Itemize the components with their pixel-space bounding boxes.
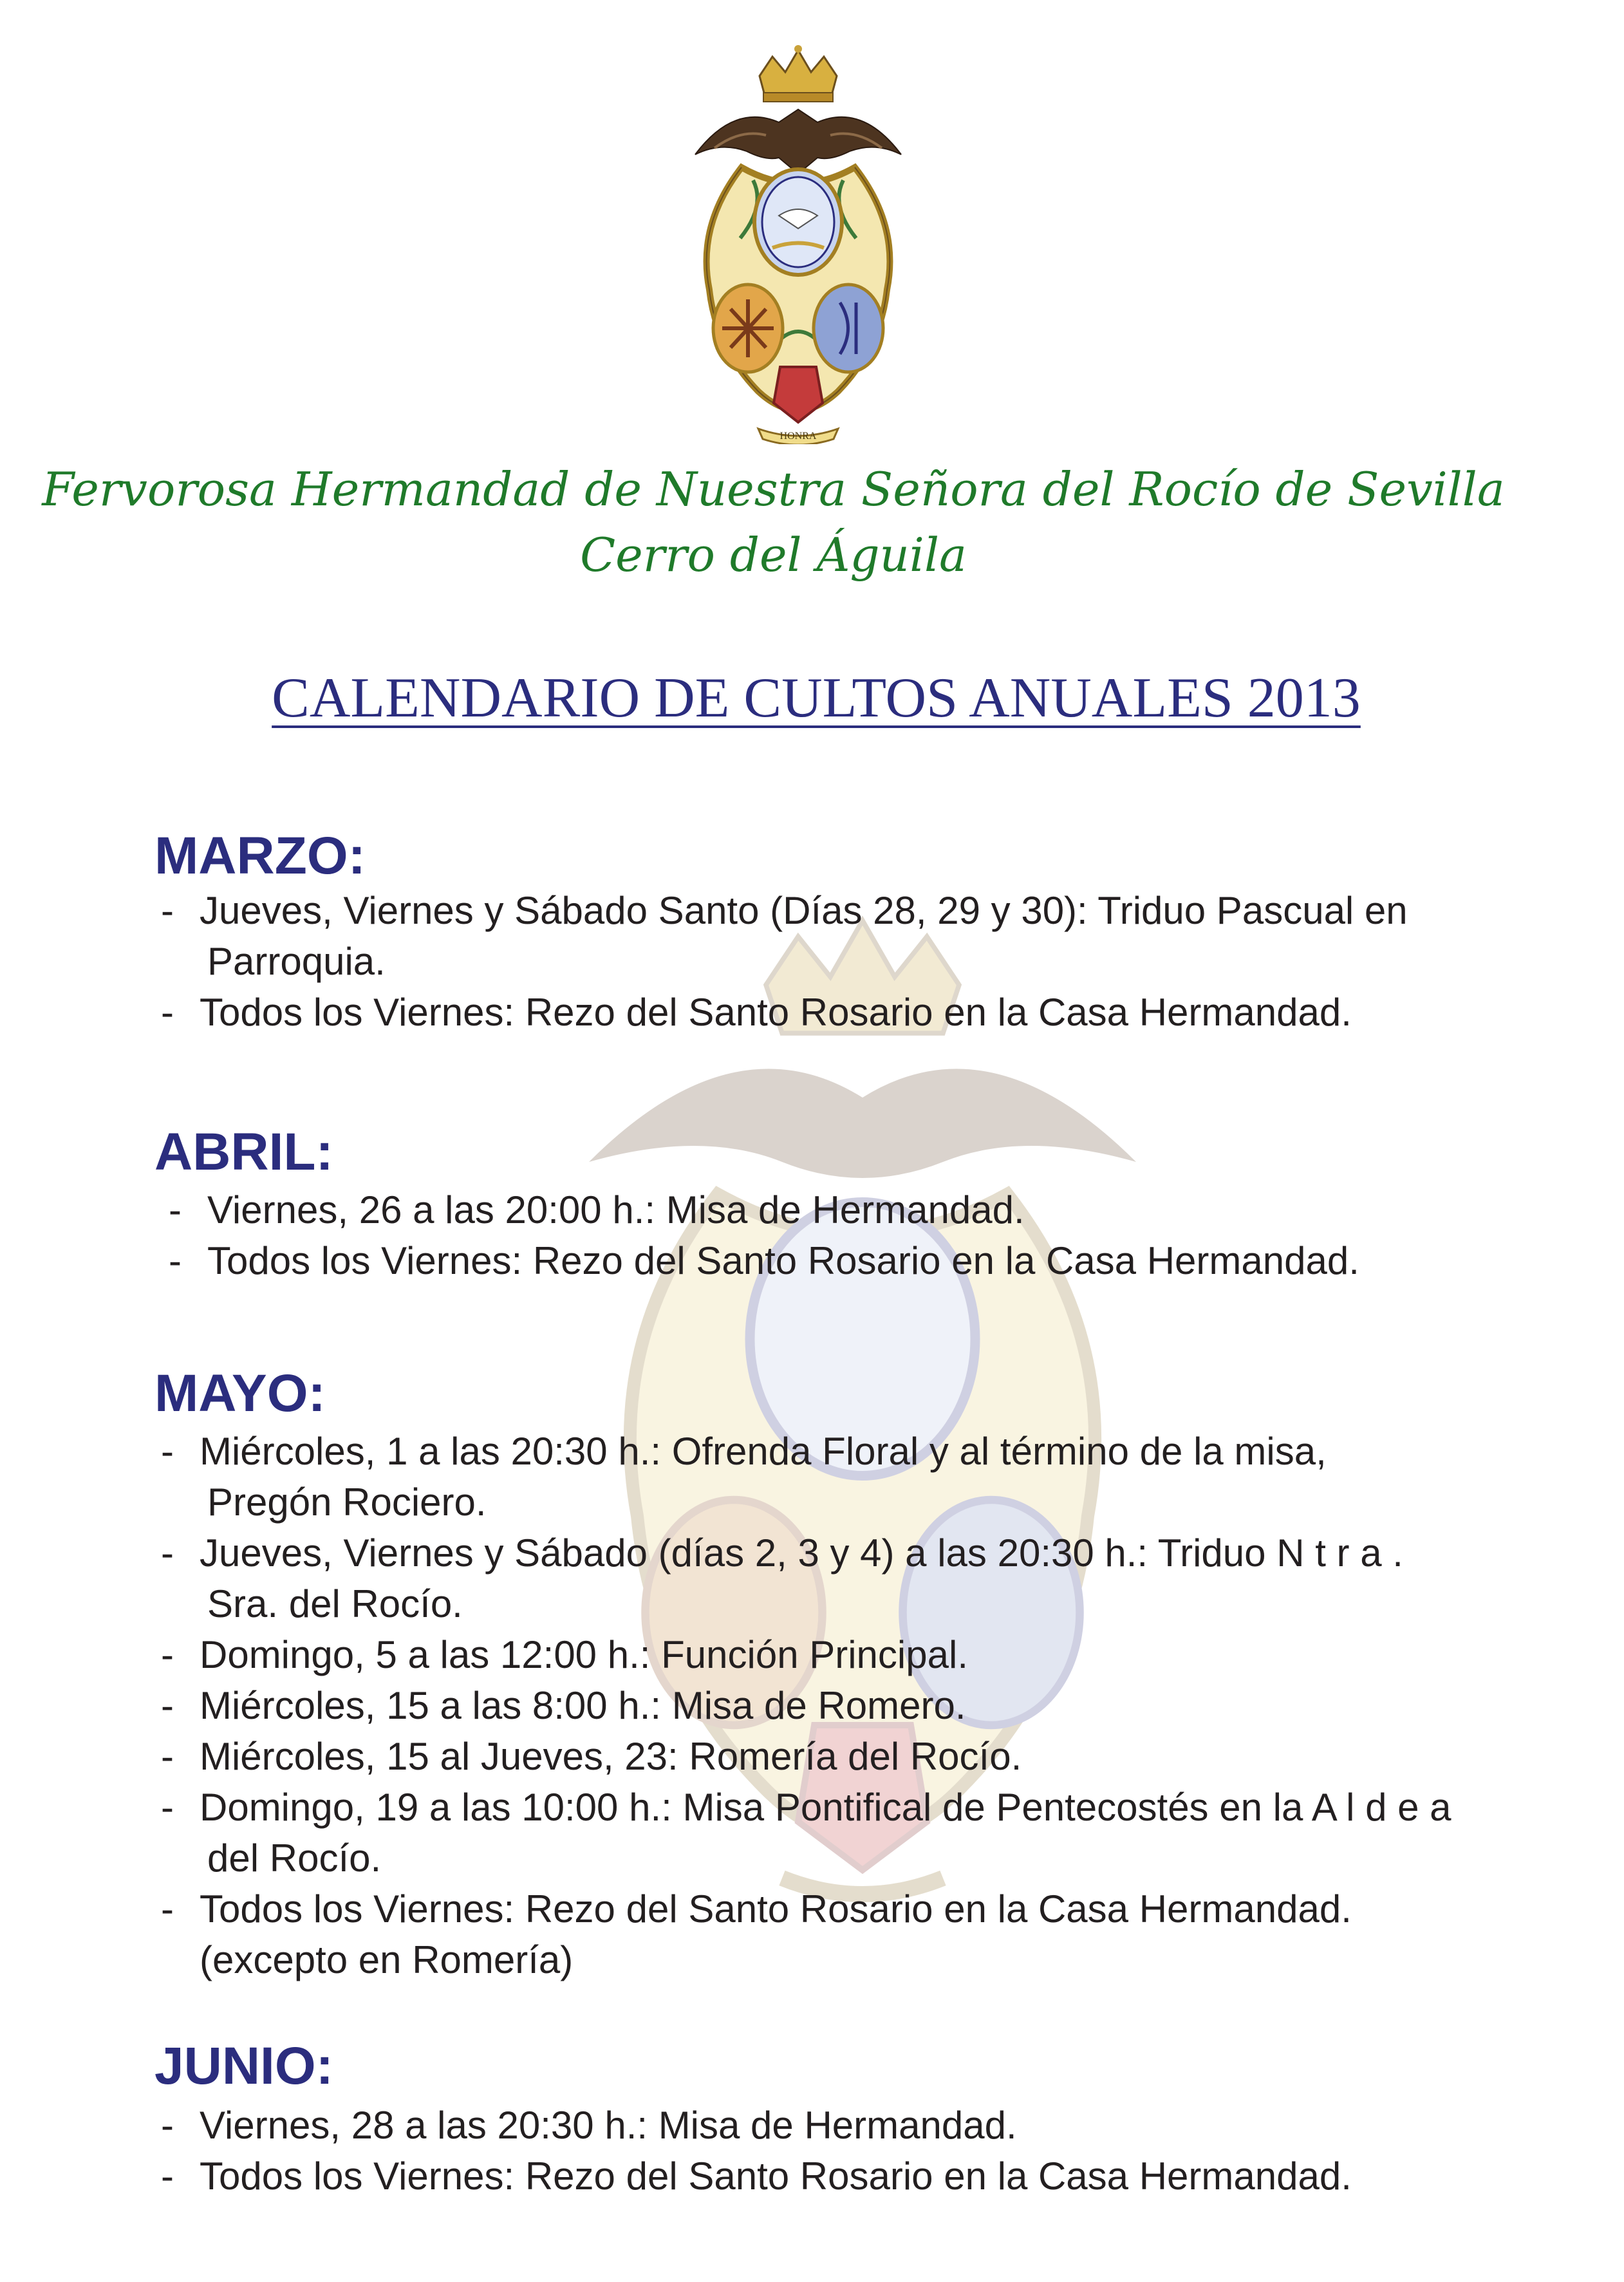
event-text-continuation: (excepto en Romería) [200,1938,574,1981]
event-item [161,1782,1519,1884]
event-text: Todos los Viernes: Rezo del Santo Rosario en la Casa Hermandad. [200,2155,1352,2198]
event-text: Miércoles, 15 a las 8:00 h.: Misa de Romero. [200,1684,966,1727]
event-item [169,1184,1527,1235]
event-item [161,1884,1519,1985]
crest-image [669,45,927,444]
month-heading-mayo: MAYO: [154,1364,326,1423]
month-heading-abril: ABRIL: [154,1123,333,1181]
list-dash: - [161,1531,174,1575]
event-text-continuation: del Rocío. [207,1837,382,1880]
list-dash: - [161,1887,174,1931]
event-item [161,1680,1519,1731]
event-item [161,1426,1519,1528]
event-item [161,1629,1519,1680]
list-dash: - [161,2155,174,2198]
event-text: Viernes, 26 a las 20:00 h.: Misa de Hermandad. [207,1188,1025,1231]
event-text: Miércoles, 1 a las 20:30 h.: Ofrenda Floral y al término de la misa, [200,1430,1327,1473]
list-dash: - [161,991,174,1034]
event-text: Domingo, 19 a las 10:00 h.: Misa Pontifical de Pentecostés en la A l d e a [200,1786,1451,1829]
brotherhood-crest [669,45,927,444]
event-text: Domingo, 5 a las 12:00 h.: Función Principal. [200,1633,968,1676]
list-dash: - [169,1188,182,1231]
event-text: Jueves, Viernes y Sábado Santo (Días 28, 29 y 30): Triduo Pascual en [200,889,1408,932]
event-list-abril [169,1184,1527,1286]
event-text-continuation: Parroquia. [207,940,386,983]
event-item [161,1528,1519,1629]
list-dash: - [161,1735,174,1778]
list-dash: - [169,1239,182,1282]
event-item [161,2100,1519,2151]
event-text-continuation: Pregón Rociero. [207,1481,487,1524]
event-item [161,885,1519,987]
month-heading-junio: JUNIO: [154,2037,333,2095]
list-dash: - [161,1633,174,1676]
month-heading-marzo: MARZO: [154,827,366,885]
document-title: CALENDARIO DE CULTOS ANUALES 2013 [272,667,1361,729]
event-list-marzo [161,885,1519,1038]
brotherhood-location: Cerro del Águila [580,528,967,582]
event-text: Todos los Viernes: Rezo del Santo Rosario en la Casa Hermandad. [200,1887,1352,1931]
event-text-continuation: Sra. del Rocío. [207,1582,463,1625]
event-item [161,1731,1519,1782]
event-text: Viernes, 28 a las 20:30 h.: Misa de Hermandad. [200,2104,1017,2147]
brotherhood-name: Fervorosa Hermandad de Nuestra Señora del Rocío de Sevilla [42,462,1505,516]
event-text: Todos los Viernes: Rezo del Santo Rosario en la Casa Hermandad. [200,991,1352,1034]
event-item [161,2151,1519,2202]
event-list-mayo [161,1426,1519,1985]
event-item [161,987,1519,1038]
event-text: Miércoles, 15 al Jueves, 23: Romería del Rocío. [200,1735,1022,1778]
event-list-junio [161,2100,1519,2202]
list-dash: - [161,2104,174,2147]
event-item [169,1235,1527,1286]
list-dash: - [161,889,174,932]
event-text: Todos los Viernes: Rezo del Santo Rosario en la Casa Hermandad. [207,1239,1359,1282]
event-text: Jueves, Viernes y Sábado (días 2, 3 y 4) a las 20:30 h.: Triduo N t r a . [200,1531,1403,1575]
list-dash: - [161,1684,174,1727]
list-dash: - [161,1786,174,1829]
crest-ribbon-text: HONRA [779,431,817,442]
list-dash: - [161,1430,174,1473]
